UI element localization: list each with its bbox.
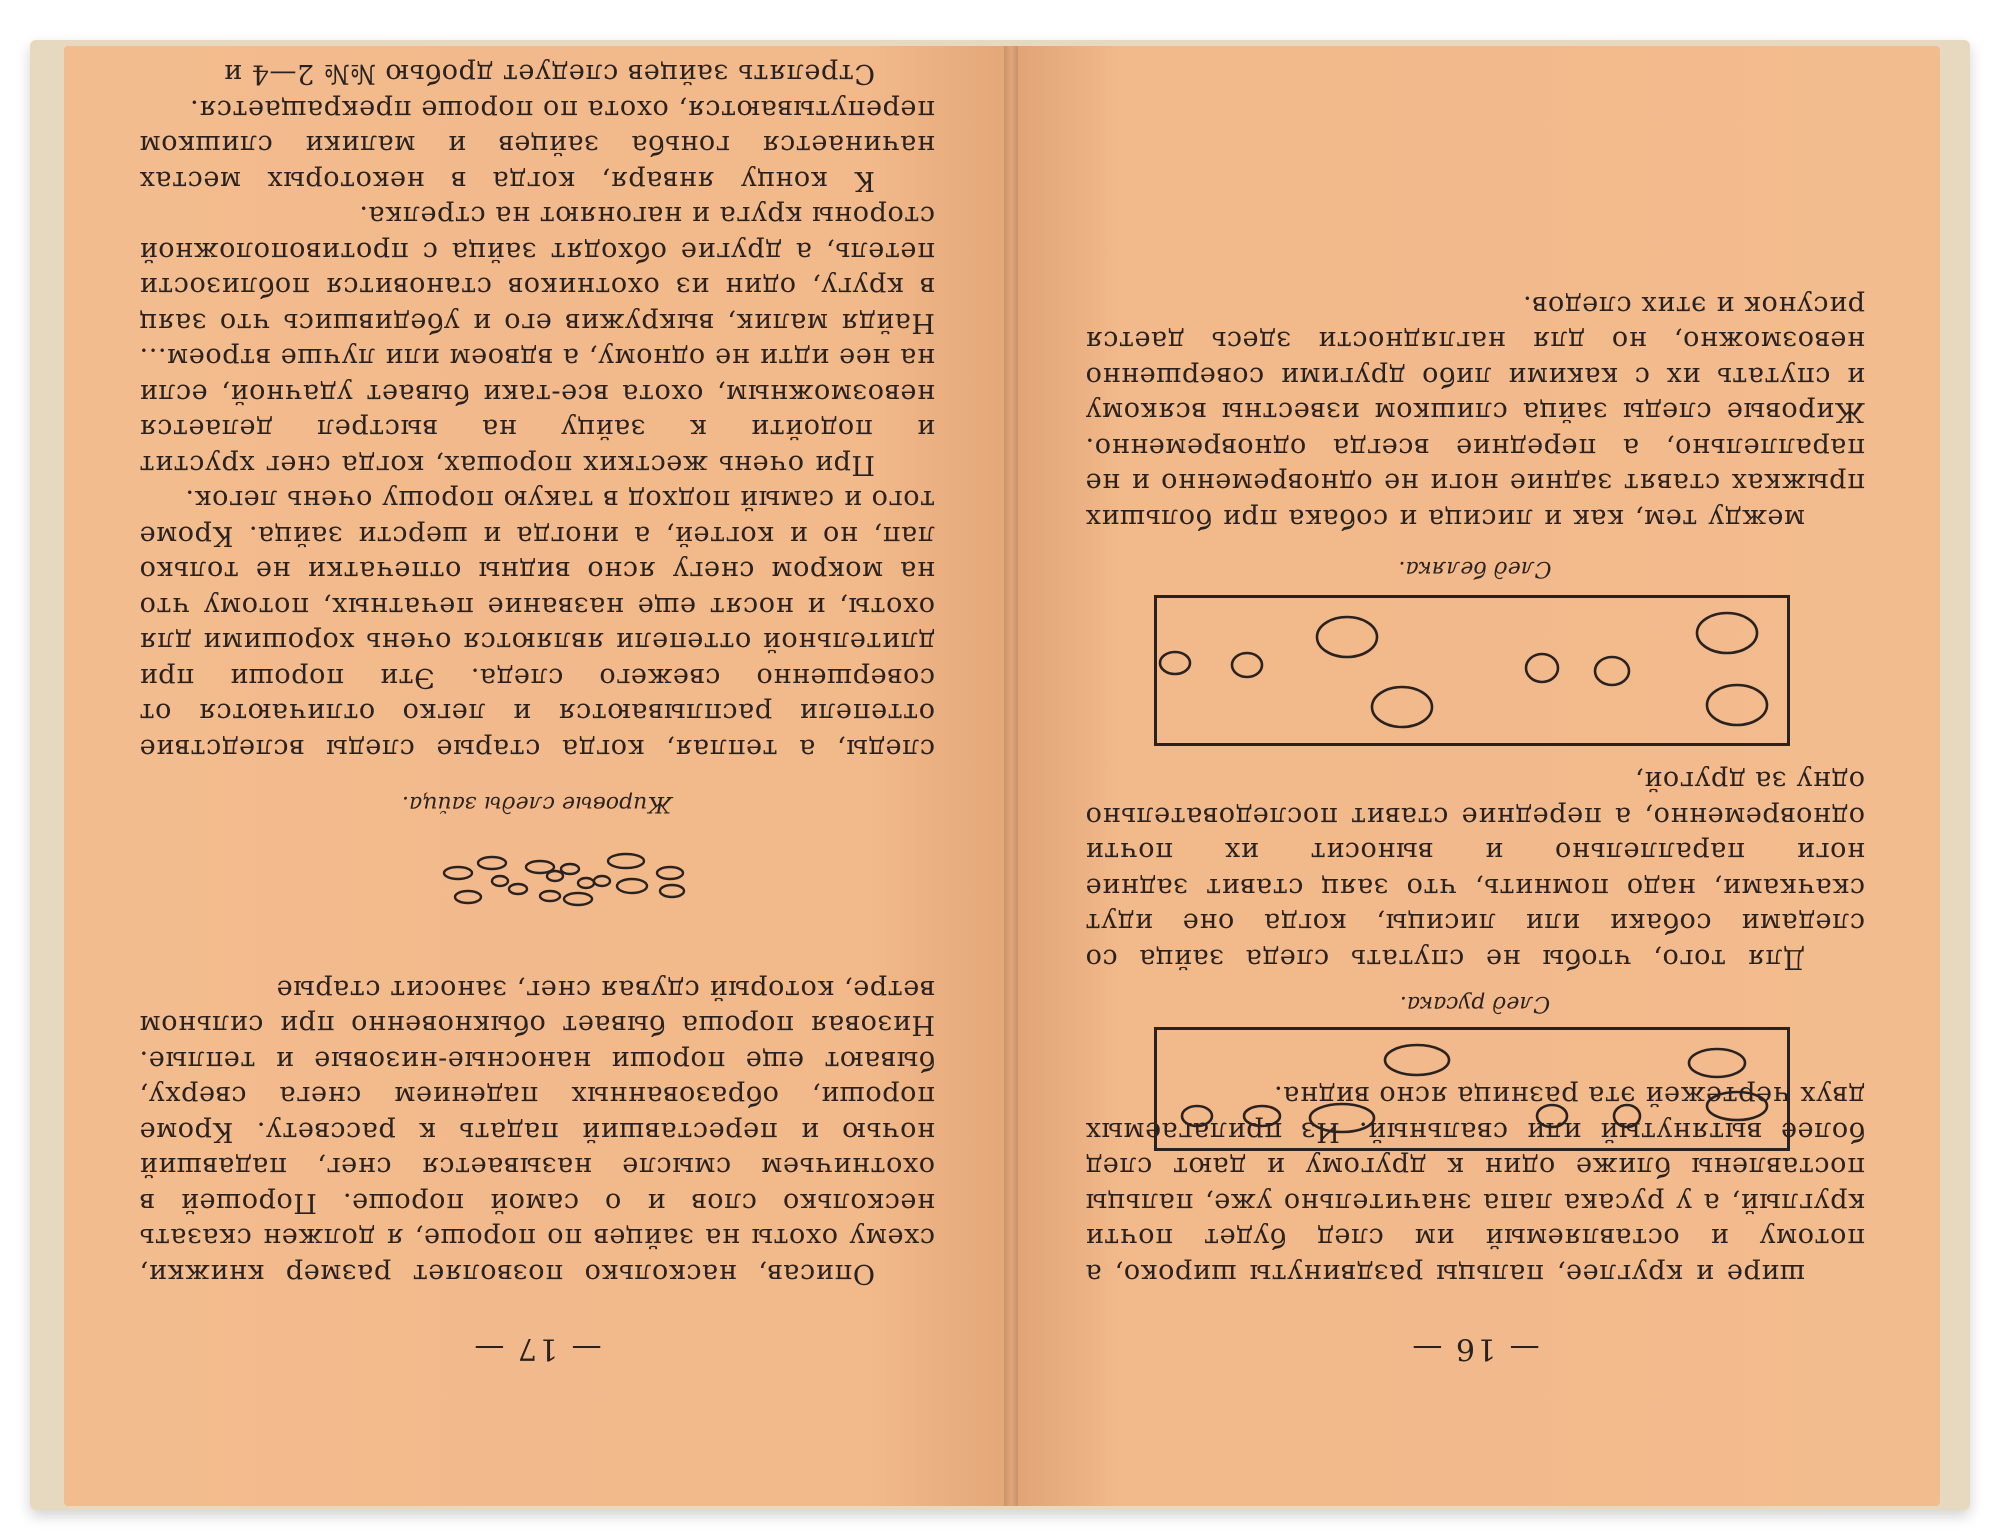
left-bottom-text xyxy=(139,56,935,766)
paragraph: следы, а теплая, когда старые следы вследствие оттепели расплываются и легко отличаются от совершенно свежего следа. Эти пороши при длительной оттепели являются очень хорошими для охоты, и носят еще название печатных, потому что на мокром снегу ясно видны отпечатки не только лап, но и когтей, а иногда и шерсти зайца. Кроме того и самый подход в такую порошу очень легок. xyxy=(139,484,935,764)
paragraph: Стрелять зайцев следует дробью №№ 2—4 и xyxy=(223,58,875,90)
caption-fat-tracks: Жировые следы зайца. xyxy=(402,791,672,816)
page-number-16: — 16 — xyxy=(1410,1331,1540,1366)
book-gutter xyxy=(1004,46,1018,1506)
paragraph: Описав, насколько позволяет размер книжки, схему охоты на зайцев по порошe, я должен сказать несколько слов и о самой пороше. Порошей в охотничьем смысле называется снег, падавший ночью и переставший падать к рассвету. Кроме пороши, образованных падением снега сверху, бывают еще пороши наносные-низовые и теплые. Низовая пороша бывает обыкновенно при сильном ветре, который сдувая снег, заносит старые xyxy=(139,974,935,1289)
left-page-content xyxy=(64,46,1010,1506)
belyak-track-box xyxy=(1154,595,1790,746)
caption-rusak-track: След русака. xyxy=(1399,991,1551,1016)
paragraph: Для того, чтобы не спутать следа зайца со следами собаки или лисицы, когда оне идут скачками, надо помнить, что заяц ставит задние ноги параллельно и выносит их почти одновременно, а передние ставит последовательно одну за другой, xyxy=(1085,765,1865,974)
paragraph: между тем, как и лисица и собака при больших прыжках ставят задние ноги не одновременно и не параллельно, а передние всегда одновременно. Жировые следы зайца слишком известны всякому и спутать их с какими либо другими совершенно невозможно, но для наглядности здесь дается рисунок и этих следов. xyxy=(1085,290,1865,534)
right-page xyxy=(1010,46,1940,1506)
paragraph: шире и круглее, пальцы раздвинуты широко, а потому и оставляемый им след будет почти круглый, а у русака лапа значительно уже, пальцы поставлены ближе один к другому и дают след более вытянутый или свальный. Из прилагаемых двух чертежей эта разница ясно видна. xyxy=(1085,1080,1865,1289)
page-number-17: — 17 — xyxy=(472,1331,602,1366)
rusak-track-box xyxy=(1154,1027,1790,1151)
left-top-text xyxy=(139,972,935,1292)
paragraph: При очень жестких порошах, когда снег хрустит и подойти к зайцу на выстрел делается невозможным, охота все-таки бывает удачной, если на нее идти не одному, а вдвоем или лучше втроем... Найдя малик, выкружив его и убедившись что заяц в кругу, один из охотников становится поблизости петель, а другие обходят зайца с противоположной стороны круга и нагоняют на стрелка. xyxy=(139,200,935,480)
right-bottom-text xyxy=(1085,288,1865,537)
caption-belyak-track: След беляка. xyxy=(1398,556,1552,581)
left-page xyxy=(64,46,1010,1506)
right-middle-text xyxy=(1085,763,1865,976)
paragraph: К концу января, когда в некоторых местах начинается гоньба зайцев и малики слишком перепутываются, охота по пороше прекращается. xyxy=(139,94,935,196)
right-page-content xyxy=(1010,46,1940,1506)
fat-hare-tracks-drawing xyxy=(430,841,690,911)
